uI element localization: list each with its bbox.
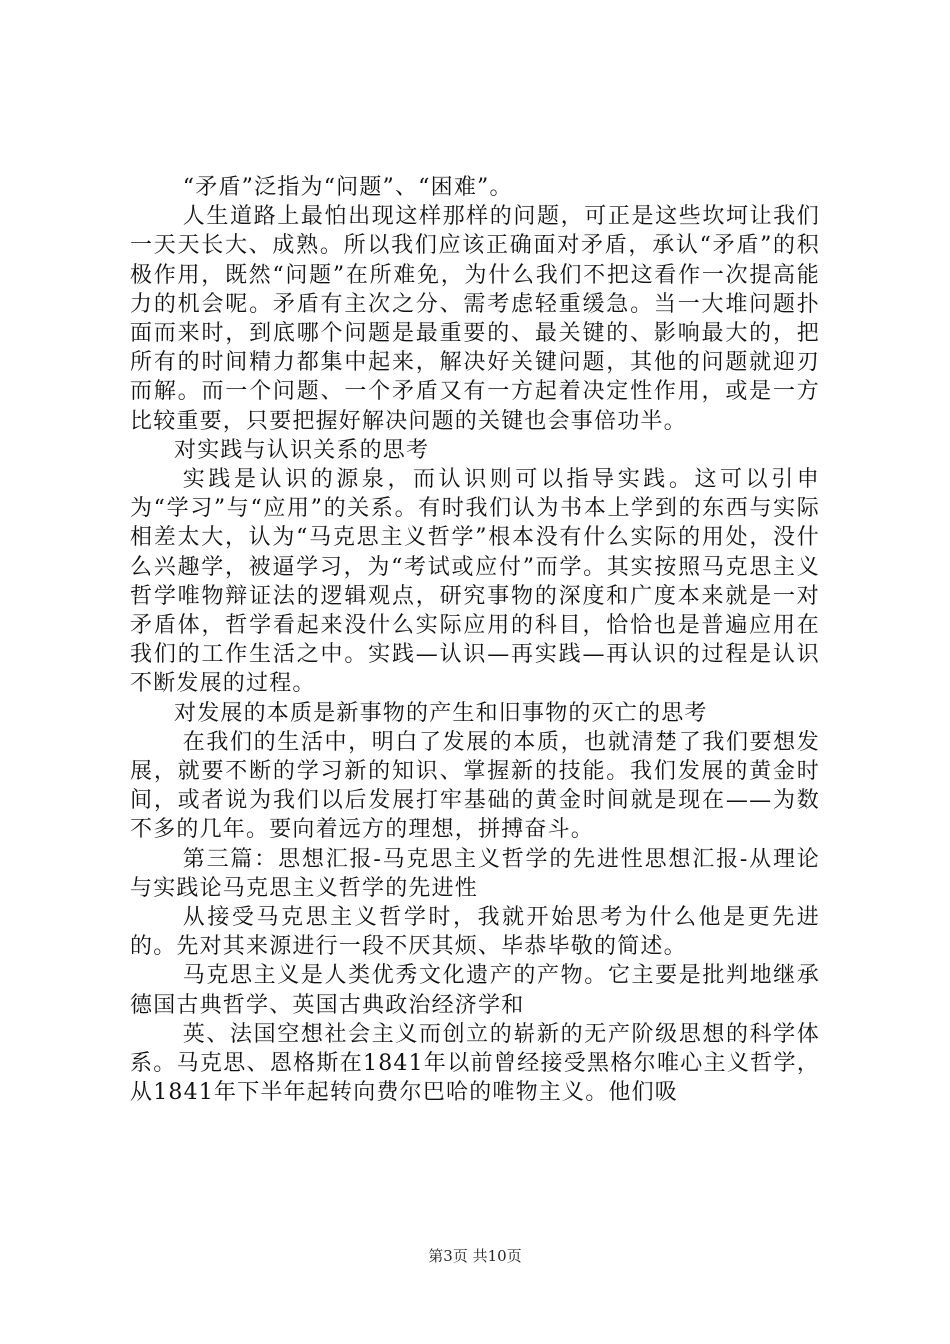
paragraph: 在我们的生活中，明白了发展的本质，也就清楚了我们要想发展，就要不断的学习新的知识、掌握新的技能。我们发展的黄金时间，或者说为我们以后发展打牢基础的黄金时间就是现在——为数不多的几年。要向着远方的理想，拼搏奋斗。 (130, 729, 820, 843)
chapter-title: 第三篇：思想汇报-马克思主义哲学的先进性思想汇报-从理论与实践论马克思主义哲学的先进性 (130, 846, 820, 901)
paragraph: 马克思主义是人类优秀文化遗产的产物。它主要是批判地继承德国古典哲学、英国古典政治经济学和 (130, 963, 820, 1018)
paragraph: 人生道路上最怕出现这样那样的问题，可正是这些坎坷让我们一天天长大、成熟。所以我们应该正确面对矛盾，承认“矛盾”的积极作用，既然“问题”在所难免，为什么我们不把这看作一次提高能力的机会呢。矛盾有主次之分、需考虑轻重缓急。当一大堆问题扑面而来时，到底哪个问题是最重要的、最关键的、影响最大的，把所有的时间精力都集中起来，解决好关键问题，其他的问题就迎刃而解。而一个问题、一个矛盾又有一方起着决定性作用，或是一方比较重要，只要把握好解决问题的关键也会事倍功半。 (130, 204, 820, 434)
paragraph: 从接受马克思主义哲学时，我就开始思考为什么他是更先进的。先对其来源进行一段不厌其烦、毕恭毕敬的简述。 (130, 905, 820, 960)
section-heading: 对发展的本质是新事物的产生和旧事物的灭亡的思考 (174, 700, 708, 726)
paragraph: 英、法国空想社会主义而创立的崭新的无产阶级思想的科学体系。马克思、恩格斯在1841年以前曾经接受黑格尔唯心主义哲学，从1841年下半年起转向费尔巴哈的唯物主义。他们吸 (130, 1021, 820, 1106)
document-body (130, 173, 820, 1108)
paragraph: 实践是认识的源泉，而认识则可以指导实践。这可以引申为“学习”与“应用”的关系。有时我们认为书本上学到的东西与实际相差太大，认为“马克思主义哲学”根本没有什么实际的用处，没什么兴趣学，被逼学习，为“考试或应付”而学。其实按照马克思主义哲学唯物辩证法的逻辑观点，研究事物的深度和广度本来就是一对矛盾体，哲学看起来没什么实际应用的科目，恰恰也是普遍应用在我们的工作生活之中。实践—认识—再实践—再认识的过程是认识不断发展的过程。 (130, 467, 820, 697)
page-number: 第3页 共10页 (428, 1247, 522, 1265)
paragraph: “矛盾”泛指为“问题”、“困难”。 (182, 175, 513, 200)
section-heading: 对实践与认识关系的思考 (174, 437, 430, 463)
